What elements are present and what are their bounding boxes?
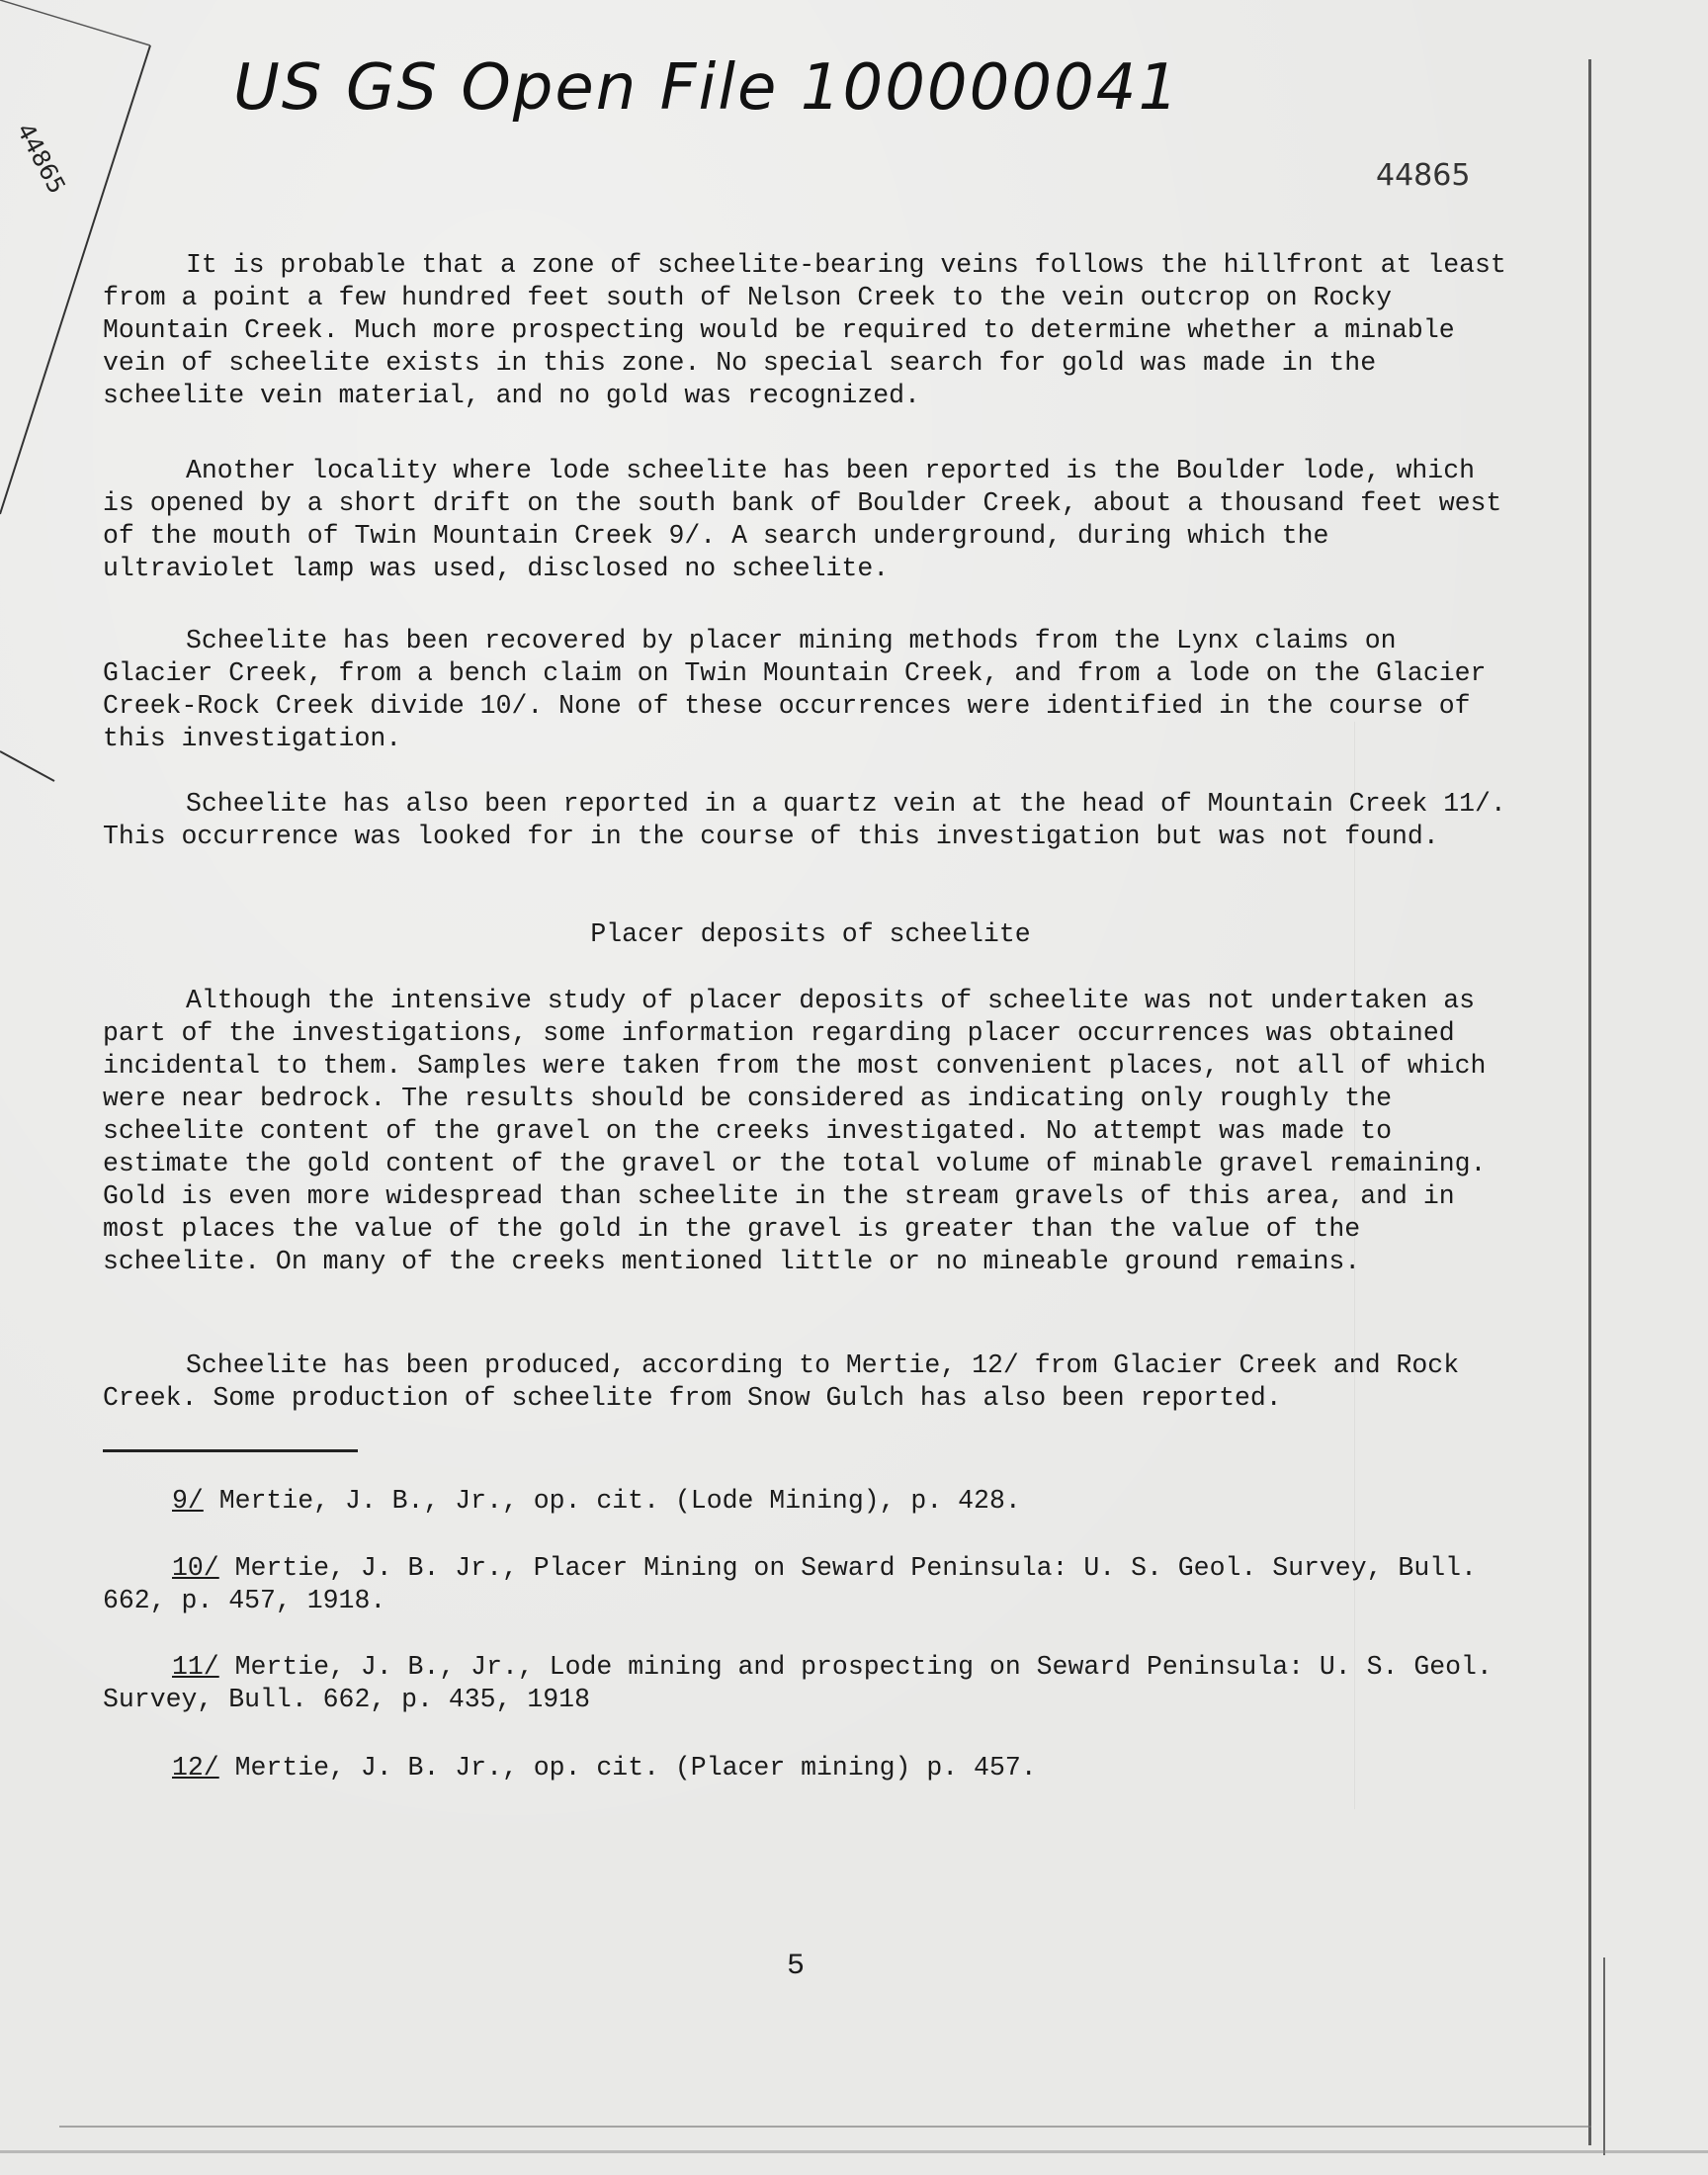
paragraph-5: Although the intensive study of placer deposits of scheelite was not undertaken as part of the investigations, some information regarding placer occurrences was obtained incidental to them. Samples were taken from the most convenient places, not all of which were near bedrock. The results should be considered as indicating only roughly the scheelite content of the gravel on the creeks investigated. No attempt was made to estimate the gold content of the gravel or the total volume of minable gravel remaining. Gold is even more widespread than scheelite in the stream gravels of this area, and in most places the value of the gold in the gravel is greater than the value of the scheelite. On many of the creeks mentioned little or no mineable ground remains.: [103, 986, 1487, 1276]
margin-number: 44865: [11, 119, 71, 199]
footnote-10: 10/ Mertie, J. B. Jr., Placer Mining on Seward Peninsula: U. S. Geol. Survey, Bull. 662, p. 457, 1918.: [103, 1553, 1477, 1615]
paragraph-1: It is probable that a zone of scheelite-bearing veins follows the hillfront at least from a point a few hundred feet south of Nelson Creek to the vein outcrop on Rocky Mountain Creek. Much more prospecting would be required to determine whether a minable vein of scheelite exists in this zone. No special search for gold was made in the scheelite vein material, and no gold was recognized.: [103, 250, 1506, 410]
page-edge-right: [1588, 59, 1591, 2145]
paragraph-2: Another locality where lode scheelite has been reported is the Boulder lode, which is opened by a short drift on the south bank of Boulder Creek, about a thousand feet west of the mouth of Twin Mountain Creek 9/. A search underground, during which the ultraviolet lamp was used, disclosed no scheelite.: [103, 456, 1502, 583]
paragraph-3: Scheelite has been recovered by placer mining methods from the Lynx claims on Glacier Creek, from a bench claim on Twin Mountain Creek, and from a lode on the Glacier Creek-Rock Creek divide 10/. None of these occurrences were identified in the course of this investigation.: [103, 626, 1487, 753]
footnote-11: 11/ Mertie, J. B., Jr., Lode mining and prospecting on Seward Peninsula: U. S. Geol. Survey, Bull. 662, p. 435, 1918: [103, 1652, 1493, 1714]
footnote-rule: [103, 1449, 358, 1452]
footnote-12: 12/ Mertie, J. B. Jr., op. cit. (Placer mining) p. 457.: [172, 1753, 1037, 1783]
handwritten-title: US GS Open File 100000041: [233, 51, 1181, 125]
footnote-9: 9/ Mertie, J. B., Jr., op. cit. (Lode Mining), p. 428.: [172, 1486, 1021, 1516]
page-edge-bottom: [59, 2126, 1591, 2128]
document-number: 44865: [1376, 158, 1471, 193]
page-edge-right-inner: [1603, 1958, 1605, 2155]
paragraph-6: Scheelite has been produced, according to Mertie, 12/ from Glacier Creek and Rock Creek. Some production of scheelite from Snow Gulch has also been reported.: [103, 1350, 1460, 1413]
page-number: 5: [787, 1950, 806, 1983]
paragraph-4: Scheelite has also been reported in a quartz vein at the head of Mountain Creek 11/. This occurrence was looked for in the course of this investigation but was not found.: [103, 789, 1506, 851]
scan-edge-bottom: [0, 2150, 1708, 2153]
section-heading: Placer deposits of scheelite: [590, 919, 1031, 949]
